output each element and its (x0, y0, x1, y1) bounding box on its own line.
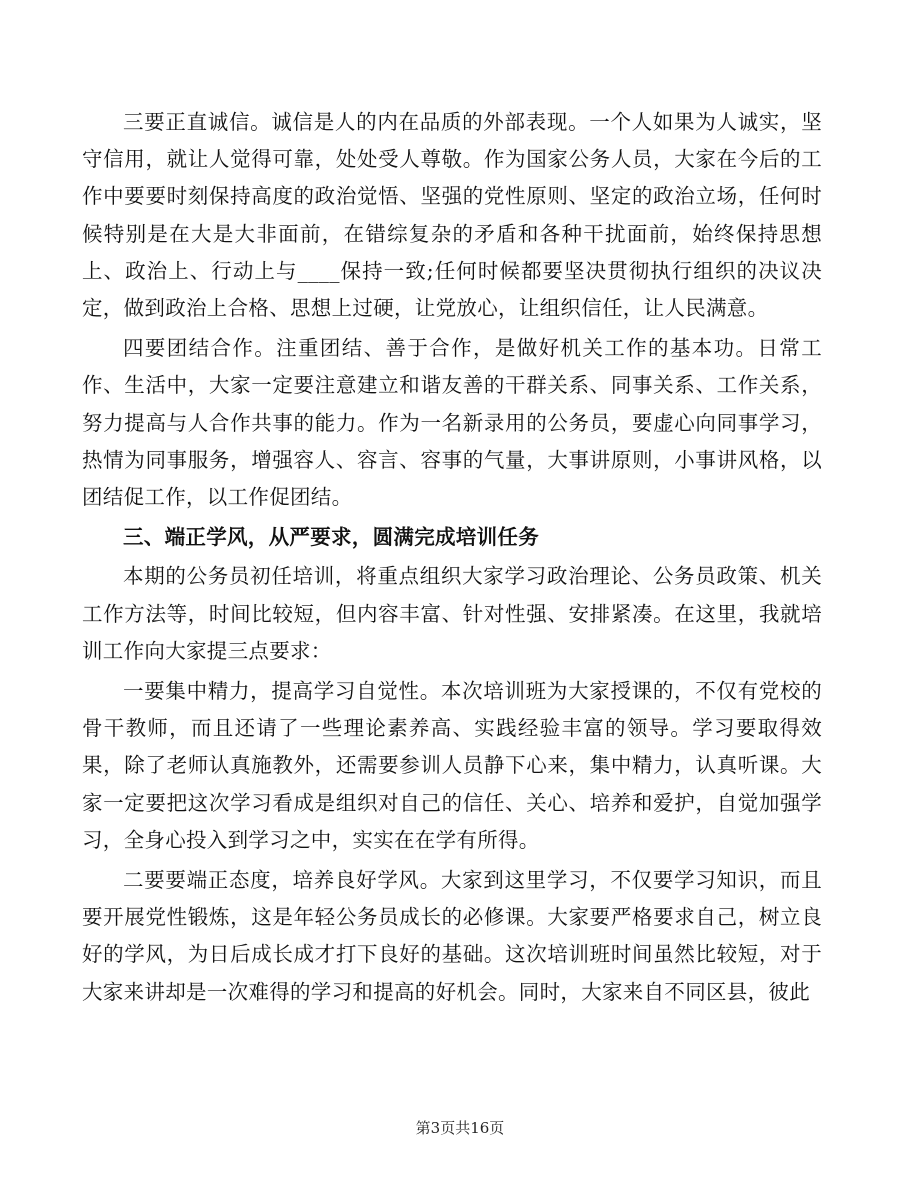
paragraph-unity: 四要团结合作。注重团结、善于合作，是做好机关工作的基本功。日常工作、生活中，大家一定要注意建立和谐友善的干群关系、同事关系、工作关系，努力提高与人合作共事的能力。作为一名新录用的公务员，要虚心向同事学习，热情为同事服务，增强容人、容言、容事的气量，大事讲原则，小事讲风格，以团结促工作，以工作促团结。 (82, 336, 822, 510)
paragraph-integrity: 三要正直诚信。诚信是人的内在品质的外部表现。一个人如果为人诚实，坚守信用，就让人觉得可靠，处处受人尊敬。作为国家公务人员，大家在今后的工作中要要时刻保持高度的政治觉悟、坚强的党性原则、坚定的政治立场，任何时候特别是在大是大非面前，在错综复杂的矛盾和各种干扰面前，始终保持思想上、政治上、行动上与____保持一致;任何时候都要坚决贯彻执行组织的决议决定，做到政治上合格、思想上过硬，让党放心，让组织信任，让人民满意。 (82, 110, 822, 321)
page-number: 第3页共16页 (415, 1119, 505, 1137)
paragraph-focus: 一要集中精力，提高学习自觉性。本次培训班为大家授课的，不仅有党校的骨干教师，而且还请了一些理论素养高、实践经验丰富的领导。学习要取得效果，除了老师认真施教外，还需要参训人员静下心来，集中精力，认真听课。大家一定要把这次学习看成是组织对自己的信任、关心、培养和爱护，自觉加强学习，全身心投入到学习之中，实实在在学有所得。 (82, 679, 822, 852)
paragraph-attitude: 二要要端正态度，培养良好学风。大家到这里学习，不仅要学习知识，而且要开展党性锻炼，这是年轻公务员成长的必修课。大家要严格要求自己，树立良好的学风，为日后成长成才打下良好的基础。这次培训班时间虽然比较短，对于大家来讲却是一次难得的学习和提高的好机会。同时，大家来自不同区县，彼此 (82, 868, 822, 1004)
paragraph-training-intro: 本期的公务员初任培训，将重点组织大家学习政治理论、公务员政策、机关工作方法等，时间比较短，但内容丰富、针对性强、安排紧凑。在这里，我就培训工作向大家提三点要求： (82, 564, 822, 663)
document-body (82, 104, 822, 1011)
section-heading: 三、端正学风，从严要求，圆满完成培训任务 (123, 525, 539, 550)
